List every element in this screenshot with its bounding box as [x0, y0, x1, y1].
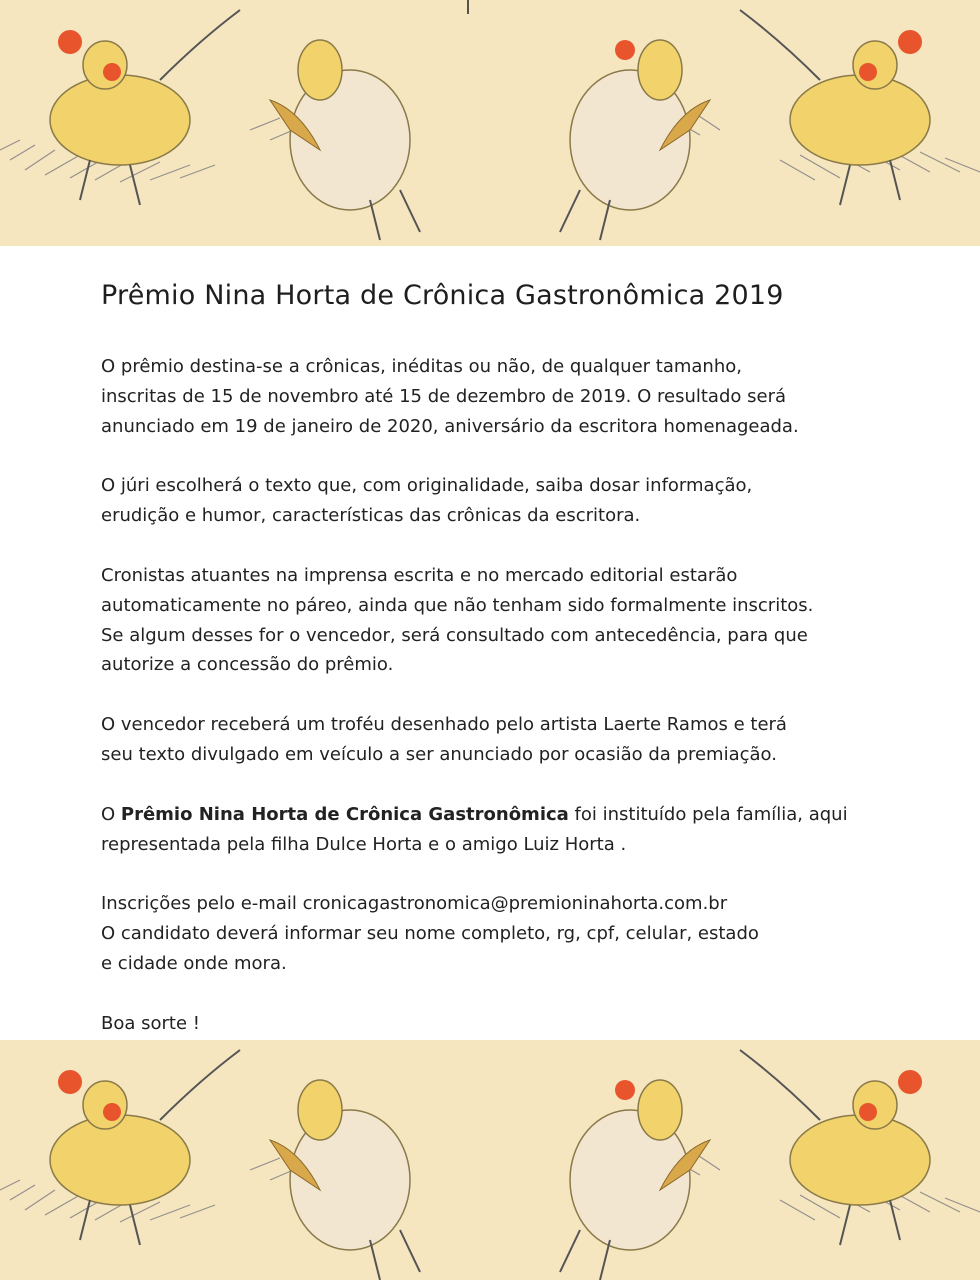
paragraph-eligibility — [101, 352, 941, 441]
text-suffix: foi instituído pela família, aqui — [568, 803, 848, 825]
paragraph-founders — [101, 800, 941, 860]
closing-text — [101, 1009, 941, 1039]
text-line: Se algum desses for o vencedor, será consultado com antecedência, para que — [101, 624, 808, 646]
text-line: O candidato deverá informar seu nome completo, rg, cpf, celular, estado — [101, 923, 759, 945]
text-line: O prêmio destina-se a crônicas, inéditas ou não, de qualquer tamanho, — [101, 356, 742, 377]
text-line: automaticamente no páreo, ainda que não tenham sido formalmente inscritos. — [101, 594, 814, 616]
birds-illustration — [0, 0, 980, 246]
birds-illustration — [0, 1040, 980, 1280]
text-line: O vencedor receberá um troféu desenhado pelo artista Laerte Ramos e terá — [101, 714, 787, 736]
text-line: erudição e humor, características das crônicas da escritora. — [101, 505, 641, 527]
text-line: Cronistas atuantes na imprensa escrita e no mercado editorial estarão — [101, 564, 738, 586]
text-line: seu texto divulgado em veículo a ser anunciado por ocasião da premiação. — [101, 743, 777, 765]
paragraph-columnists — [101, 561, 941, 680]
text-line: anunciado em 19 de janeiro de 2020, aniversário da escritora homenageada. — [101, 415, 799, 437]
paragraph-registration — [101, 889, 941, 978]
text-line: autorize a concessão do prêmio. — [101, 654, 394, 676]
prize-name-bold: Prêmio Nina Horta de Crônica Gastronômica — [120, 803, 569, 825]
text-line: O júri escolherá o texto que, com originalidade, saiba dosar informação, — [101, 475, 753, 497]
announcement-content — [101, 276, 941, 1069]
text-line: representada pela filha Dulce Horta e o amigo Luiz Horta . — [101, 833, 627, 855]
text-line — [101, 800, 941, 830]
paragraph-trophy — [101, 710, 941, 770]
top-illustration-banner — [0, 0, 980, 246]
paragraph-jury — [101, 471, 941, 531]
page-title: Prêmio Nina Horta de Crônica Gastronômica 2019 — [101, 280, 784, 311]
bottom-illustration-banner — [0, 1040, 980, 1280]
text-prefix: O — [101, 803, 121, 825]
text-line: inscritas de 15 de novembro até 15 de dezembro de 2019. O resultado será — [101, 385, 787, 407]
text-line: e cidade onde mora. — [101, 952, 287, 974]
text-line: Boa sorte ! — [101, 1012, 200, 1034]
registration-email-line: Inscrições pelo e-mail cronicagastronomica@premioninahorta.com.br — [101, 893, 728, 915]
